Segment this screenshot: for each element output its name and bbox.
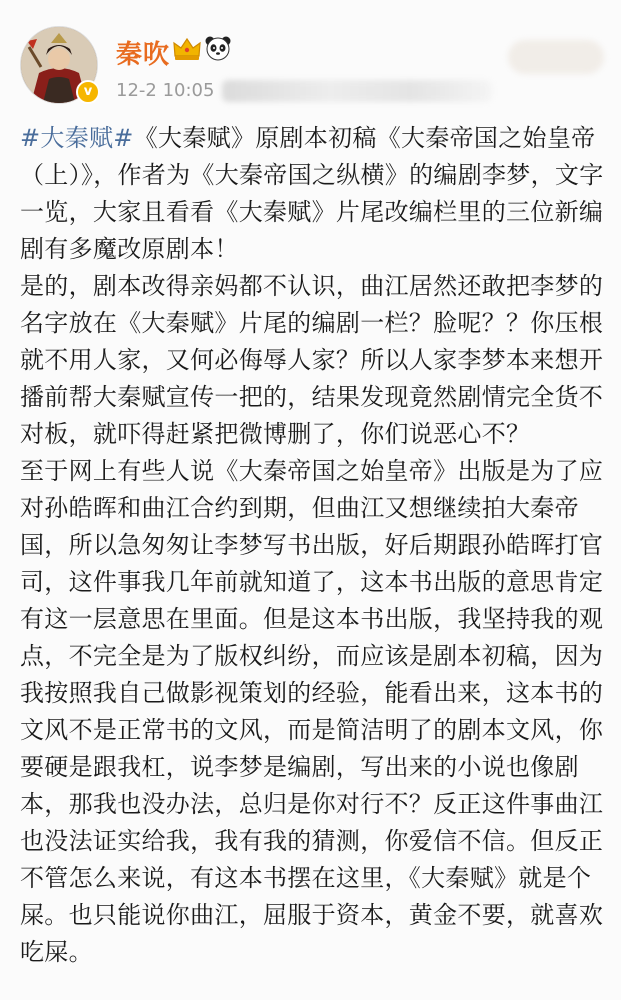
post-header (0, 0, 621, 118)
panda-icon (204, 34, 232, 62)
post-content (20, 120, 606, 971)
post-paragraph-3: 至于网上有些人说《大秦帝国之始皇帝》出版是为了应对孙皓晖和曲江合约到期，但曲江又想继续拍大秦帝国，所以急匆匆让李梦写书出版，好后期跟孙皓晖打官司，这件事我几年前就知道了，这本书出版的意思肯定有这一层意思在里面。但是这本书出版，我坚持我的观点，不完全是为了版权纠纷，而应该是剧本初稿，因为我按照我自己做影视策划的经验，能看出来，这本书的文风不是正常书的文风，而是简洁明了的剧本文风，你要硬是跟我杠，说李梦是编剧，写出来的小说也像剧本，那我也没办法，总归是你对行不？反正这件事曲江也没法证实给我，我有我的猜测，你爱信不信。但反正不管怎么来说，有这本书摆在这里，《大秦赋》就是个屎。也只能说你曲江，屈服于资本，黄金不要，就喜欢吃屎。 (20, 457, 604, 966)
blurred-follow-button[interactable] (508, 40, 604, 74)
post-paragraph-2: 是的，剧本改得亲妈都不认识，曲江居然还敢把李梦的名字放在《大秦赋》片尾的编剧一栏？脸呢？？你压根就不用人家，又何必侮辱人家？所以人家李梦本来想开播前帮大秦赋宣传一把的，结果发现竟然剧情完全货不对板，就吓得赶紧把微博删了，你们说恶心不？ (20, 272, 604, 448)
post-paragraph-1-text: 《大秦赋》原剧本初稿《大秦帝国之始皇帝（上）》，作者为《大秦帝国之纵横》的编剧李梦，文字一览，大家且看看《大秦赋》片尾改编栏里的三位新编剧有多魔改原剧本！ (20, 124, 604, 263)
crown-icon (172, 36, 202, 62)
post-timestamp: 12-2 10:05 (116, 80, 215, 101)
username[interactable]: 秦吹 (116, 40, 171, 70)
blurred-source (222, 80, 492, 102)
verified-badge-icon: v (76, 80, 100, 104)
hashtag-link[interactable]: #大秦赋# (20, 124, 134, 152)
post-paragraph-1 (20, 120, 606, 268)
